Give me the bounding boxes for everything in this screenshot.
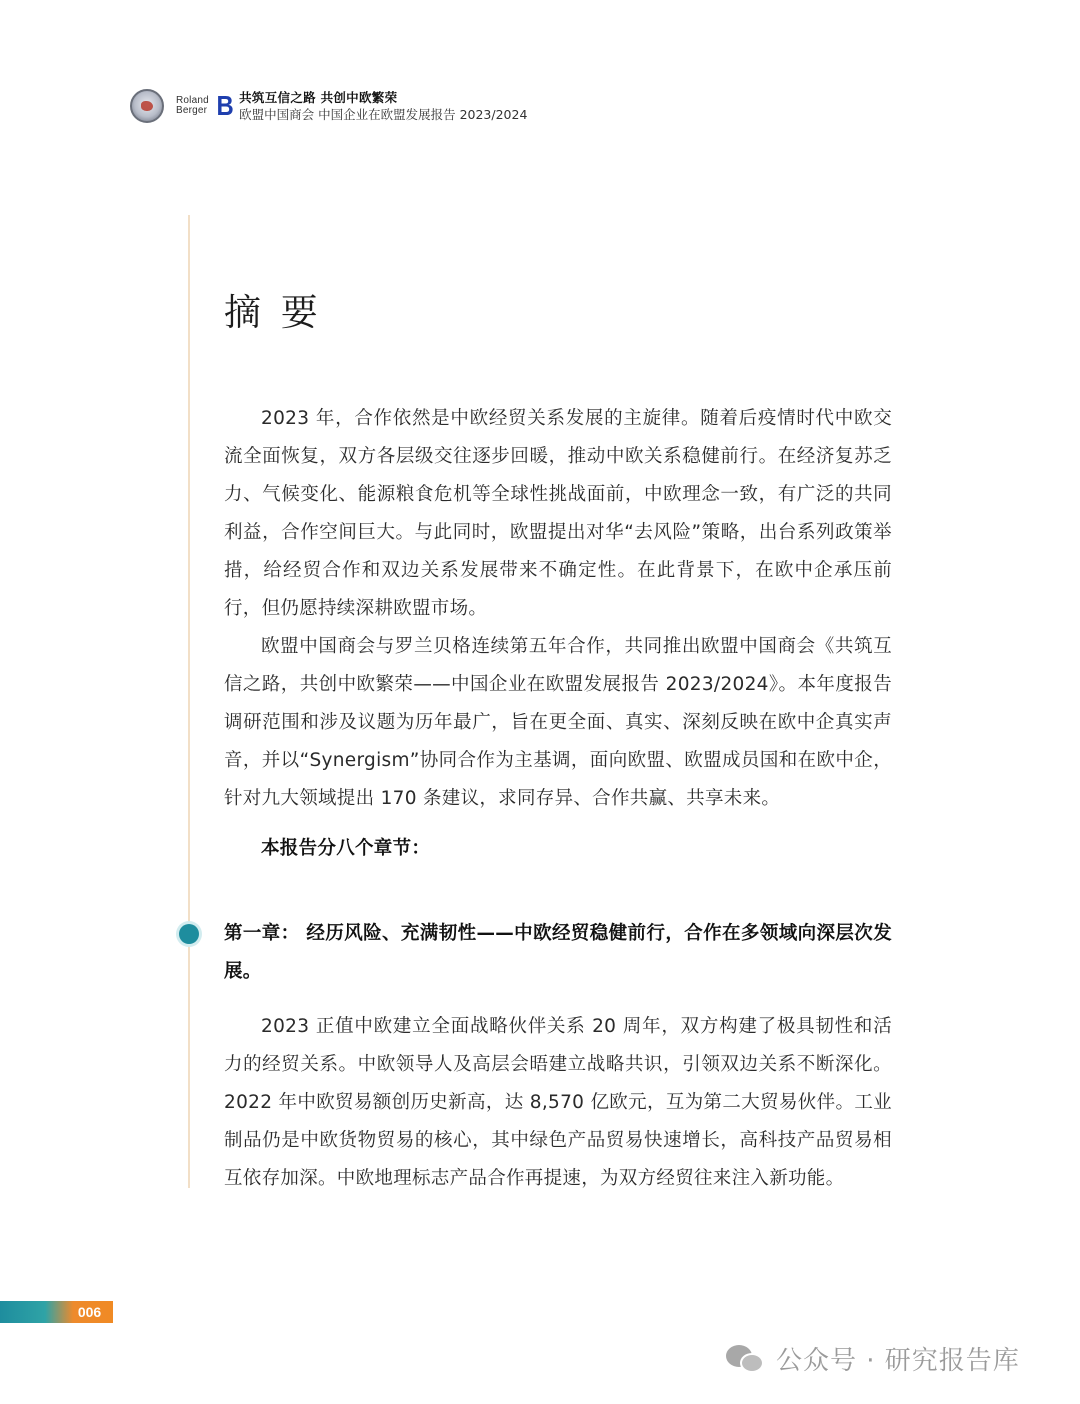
page-title: 摘 要 (224, 291, 322, 334)
summary-paragraph-2: 欧盟中国商会与罗兰贝格连续第五年合作，共同推出欧盟中国商会《共筑互信之路，共创中欧繁荣——中国企业在欧盟发展报告 2023/2024》。本年度报告调研范围和涉及议题为历年最广，旨在更全面、真实、深刻反映在欧中企真实声音，并以“Synergism”协同合作为主基调，面向欧盟、欧盟成员国和在欧中企，针对九大领域提出 170 条建议，求同存异、合作共赢、共享未来。 (224, 636, 892, 809)
roland-text: Roland (176, 95, 209, 106)
header-titles (239, 89, 527, 123)
report-header (130, 86, 527, 126)
berger-text: Berger (176, 105, 208, 116)
report-subtitle: 欧盟中国商会 中国企业在欧盟发展报告 2023/2024 (239, 107, 528, 122)
wechat-watermark (726, 1340, 1020, 1377)
summary-paragraph-1: 2023 年，合作依然是中欧经贸关系发展的主旋律。随着后疫情时代中欧交流全面恢复，双方各层级交往逐步回暖，推动中欧关系稳健前行。在经济复苏乏力、气候变化、能源粮食危机等全球性挑战面前，中欧理念一致，有广泛的共同利益，合作空间巨大。与此同时，欧盟提出对华“去风险”策略，出台系列政策举措，给经贸合作和双边关系发展带来不确定性。在此背景下，在欧中企承压前行，但仍愿持续深耕欧盟市场。 (224, 408, 892, 619)
chapter-1-paragraph: 2023 正值中欧建立全面战略伙伴关系 20 周年，双方构建了极具韧性和活力的经贸关系。中欧领导人及高层会晤建立战略共识，引领双边关系不断深化。2022 年中欧贸易额创历史新高，达 8,570 亿欧元，互为第二大贸易伙伴。工业制品仍是中欧货物贸易的核心，其中绿色产品贸易快速增长，高科技产品贸易相互依存加深。中欧地理标志产品合作再提速，为双方经贸往来注入新功能。 (224, 1016, 892, 1189)
wechat-icon (726, 1343, 766, 1375)
report-slogan: 共筑互信之路 共创中欧繁荣 (239, 90, 398, 105)
chapter-1-heading: 第一章： 经历风险、充满韧性——中欧经贸稳健前行，合作在多领域向深层次发展。 (224, 923, 892, 982)
summary-body (224, 400, 892, 868)
chapter-1-body (224, 1008, 892, 1198)
page-number: 006 (77, 1304, 102, 1320)
chapter-marker-icon (179, 924, 199, 944)
timeline-rule (188, 215, 190, 1188)
chamber-logo-icon (130, 89, 164, 123)
watermark-text: 公众号 · 研究报告库 (776, 1346, 1020, 1376)
chapters-heading: 本报告分八个章节： (261, 838, 431, 859)
roland-berger-b-icon: B (216, 90, 234, 121)
roland-berger-wordmark (176, 96, 209, 116)
